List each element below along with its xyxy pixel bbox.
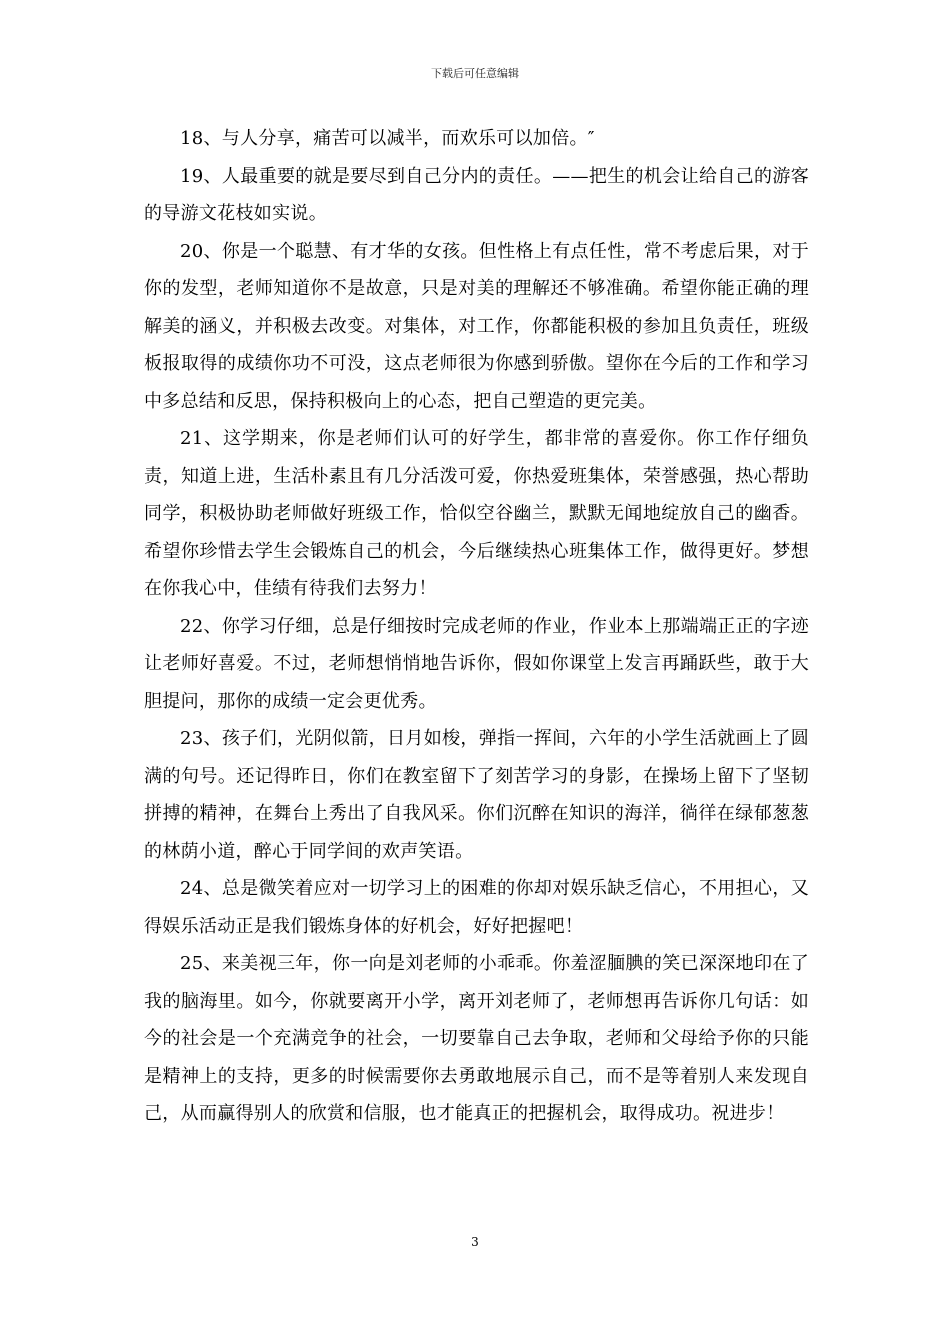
paragraph-19: 19、人最重要的就是要尽到自己分内的责任。——把生的机会让给自己的游客的导游文花枝如实说。: [144, 165, 809, 224]
paragraph-22: 22、你学习仔细，总是仔细按时完成老师的作业，作业本上那端端正正的字迹让老师好喜爱。不过，老师想悄悄地告诉你，假如你课堂上发言再踊跃些，敢于大胆提问，那你的成绩一定会更优秀。: [144, 615, 809, 712]
page-number: 3: [471, 1235, 479, 1249]
paragraph-24: 24、总是微笑着应对一切学习上的困难的你却对娱乐缺乏信心，不用担心，又得娱乐活动正是我们锻炼身体的好机会，好好把握吧！: [144, 878, 809, 937]
paragraph-20: 20、你是一个聪慧、有才华的女孩。但性格上有点任性，常不考虑后果，对于你的发型，老师知道你不是故意，只是对美的理解还不够准确。希望你能正确的理解美的涵义，并积极去改变。对集体，对工作，你都能积极的参加且负责任，班级板报取得的成绩你功不可没，这点老师很为你感到骄傲。望你在今后的工作和学习中多总结和反思，保持积极向上的心态，把自己塑造的更完美。: [144, 240, 809, 412]
paragraph-21: 21、这学期来，你是老师们认可的好学生，都非常的喜爱你。你工作仔细负责，知道上进，生活朴素且有几分活泼可爱，你热爱班集体，荣誉感强，热心帮助同学，积极协助老师做好班级工作，恰似空谷幽兰，默默无闻地绽放自己的幽香。希望你珍惜去学生会锻炼自己的机会，今后继续热心班集体工作，做得更好。梦想在你我心中，佳绩有待我们去努力！: [144, 428, 809, 599]
paragraph-23: 23、孩子们，光阴似箭，日月如梭，弹指一挥间，六年的小学生活就画上了圆满的句号。还记得昨日，你们在教室留下了刻苦学习的身影，在操场上留下了坚韧拼搏的精神，在舞台上秀出了自我风采。你们沉醉在知识的海洋，徜徉在绿郁葱葱的林荫小道，醉心于同学间的欢声笑语。: [144, 728, 809, 862]
document-body: [144, 120, 809, 1133]
page-header-note: 下载后可任意编辑: [431, 67, 519, 80]
paragraph-18: 18、与人分享，痛苦可以减半，而欢乐可以加倍。″: [180, 128, 595, 149]
paragraph-25: 25、来美视三年，你一向是刘老师的小乖乖。你羞涩腼腆的笑已深深地印在了我的脑海里。如今，你就要离开小学，离开刘老师了，老师想再告诉你几句话：如今的社会是一个充满竞争的社会，一切要靠自己去争取，老师和父母给予你的只能是精神上的支持，更多的时候需要你去勇敢地展示自己，而不是等着别人来发现自己，从而赢得别人的欣赏和信服，也才能真正的把握机会，取得成功。祝进步！: [144, 953, 809, 1124]
